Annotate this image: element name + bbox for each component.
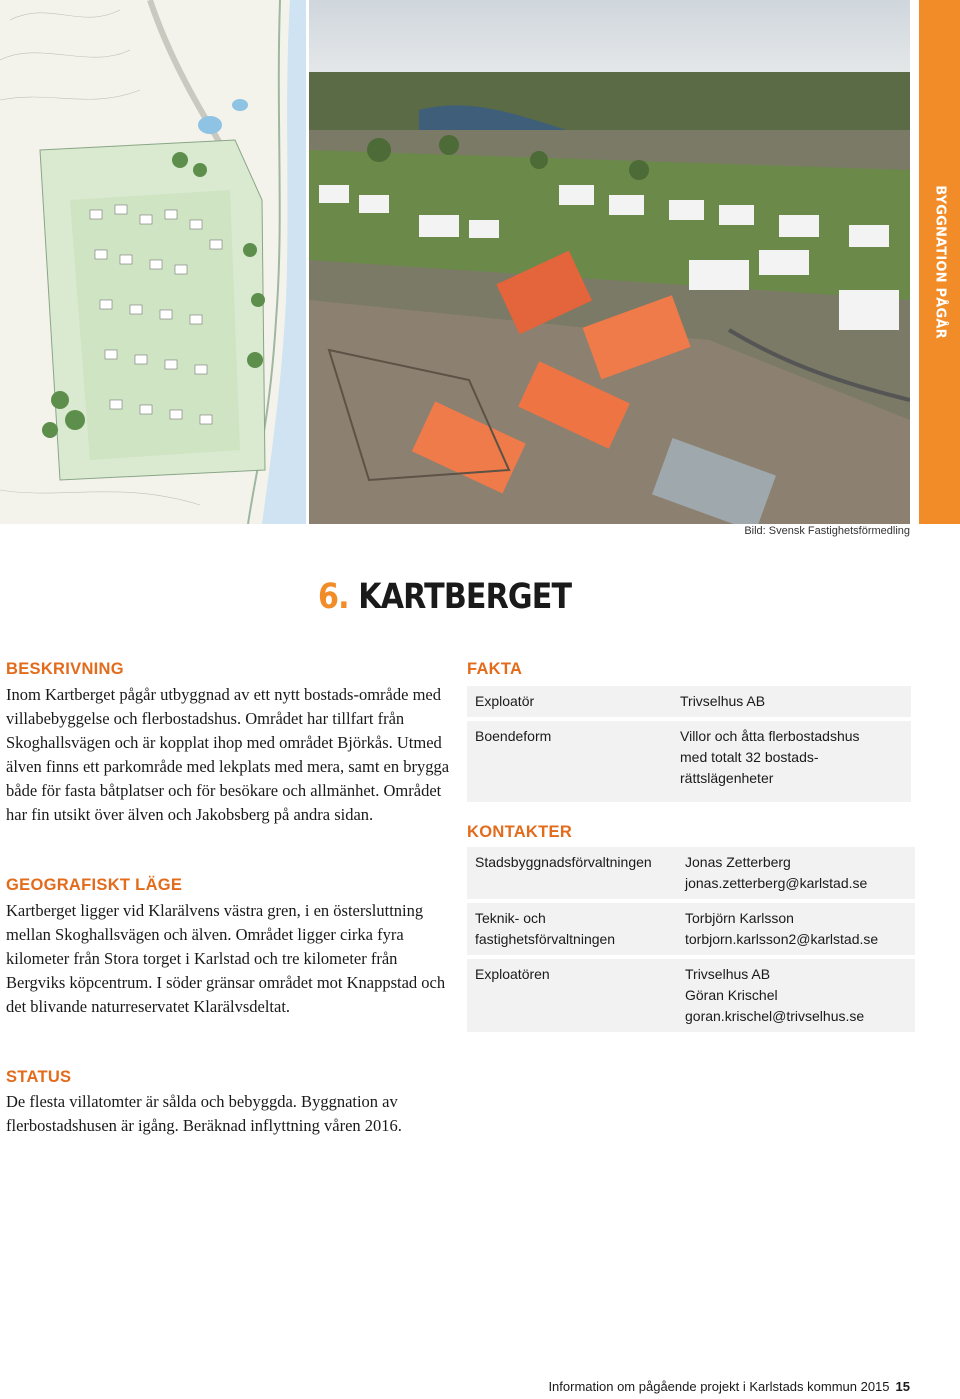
kontakter-heading: KONTAKTER (467, 823, 573, 841)
aerial-photo-drawing (309, 0, 910, 524)
kontakt-row (467, 959, 915, 1032)
kontakt-label: Stadsbyggnadsförvaltningen (475, 854, 652, 870)
fakta-table (467, 686, 911, 806)
status-side-tab (919, 0, 960, 524)
page-title (318, 577, 571, 617)
fakta-heading: FAKTA (467, 660, 523, 678)
kontakt-value: Torbjörn Karlsson torbjorn.karlsson2@karlstad.se (685, 910, 879, 947)
beskrivning-heading: BESKRIVNING (6, 660, 124, 678)
kontakt-row (467, 903, 915, 955)
aerial-photo (309, 0, 910, 524)
kontakt-row (467, 847, 915, 899)
kontakter-table (467, 847, 915, 1036)
kontakt-label: Teknik- och fastighetsförvaltningen (475, 910, 616, 947)
image-credit: Bild: Svensk Fastighetsförmedling (744, 525, 910, 537)
page-footer (548, 1379, 910, 1394)
kontakt-label: Exploatören (475, 966, 550, 982)
project-number: 6. (318, 577, 349, 617)
status-text: De flesta villatomter är sålda och bebyggda. Byggnation av flerbostadshusen är igång. Beräknad inflyttning våren 2016. (6, 1092, 402, 1135)
fakta-label: Boendeform (475, 728, 552, 744)
geografiskt-heading: GEOGRAFISKT LÄGE (6, 876, 183, 894)
site-plan-map (0, 0, 306, 524)
fakta-value: Villor och åtta flerbostadshus med totalt 32 bostads-rättslägenheter (680, 728, 860, 786)
kontakt-value: Jonas Zetterberg jonas.zetterberg@karlstad.se (685, 854, 868, 891)
project-name: KARTBERGET (358, 577, 572, 617)
status-heading: STATUS (6, 1068, 72, 1086)
page-number: 15 (895, 1379, 910, 1394)
fakta-label: Exploatör (475, 693, 535, 709)
footer-text: Information om pågående projekt i Karlstads kommun 2015 (548, 1379, 890, 1394)
fakta-row (467, 686, 911, 717)
site-plan-drawing (0, 0, 306, 524)
beskrivning-text: Inom Kartberget pågår utbyggnad av ett nytt bostads-område med villabebyggelse och flerbostadshus. Området har tillfart från Skoghallsvägen och är kopplat ihop med området Björkås. Utmed älven finns ett parkområde med lekplats med mera, samt en brygga både för fasta båtplatser och för besökare och allmänhet. Området har fin utsikt över älven och Jakobsberg på andra sidan. (6, 685, 450, 824)
kontakt-value: Trivselhus AB Göran Krischel goran.krischel@trivselhus.se (685, 966, 865, 1024)
fakta-row (467, 721, 911, 802)
geografiskt-text: Kartberget ligger vid Klarälvens västra gren, i en östersluttning mellan Skoghallsvägen och älven. Området ligger cirka fyra kilometer från Stora torget i Karlstad och tre kilometer från Bergviks köpcentrum. I söder gränsar området mot Knappstad och det blivande naturreservatet Klarälvsdeltat. (6, 901, 446, 1016)
side-tab-label: BYGGNATION PÅGÅR (932, 185, 947, 339)
fakta-value: Trivselhus AB (680, 693, 766, 709)
